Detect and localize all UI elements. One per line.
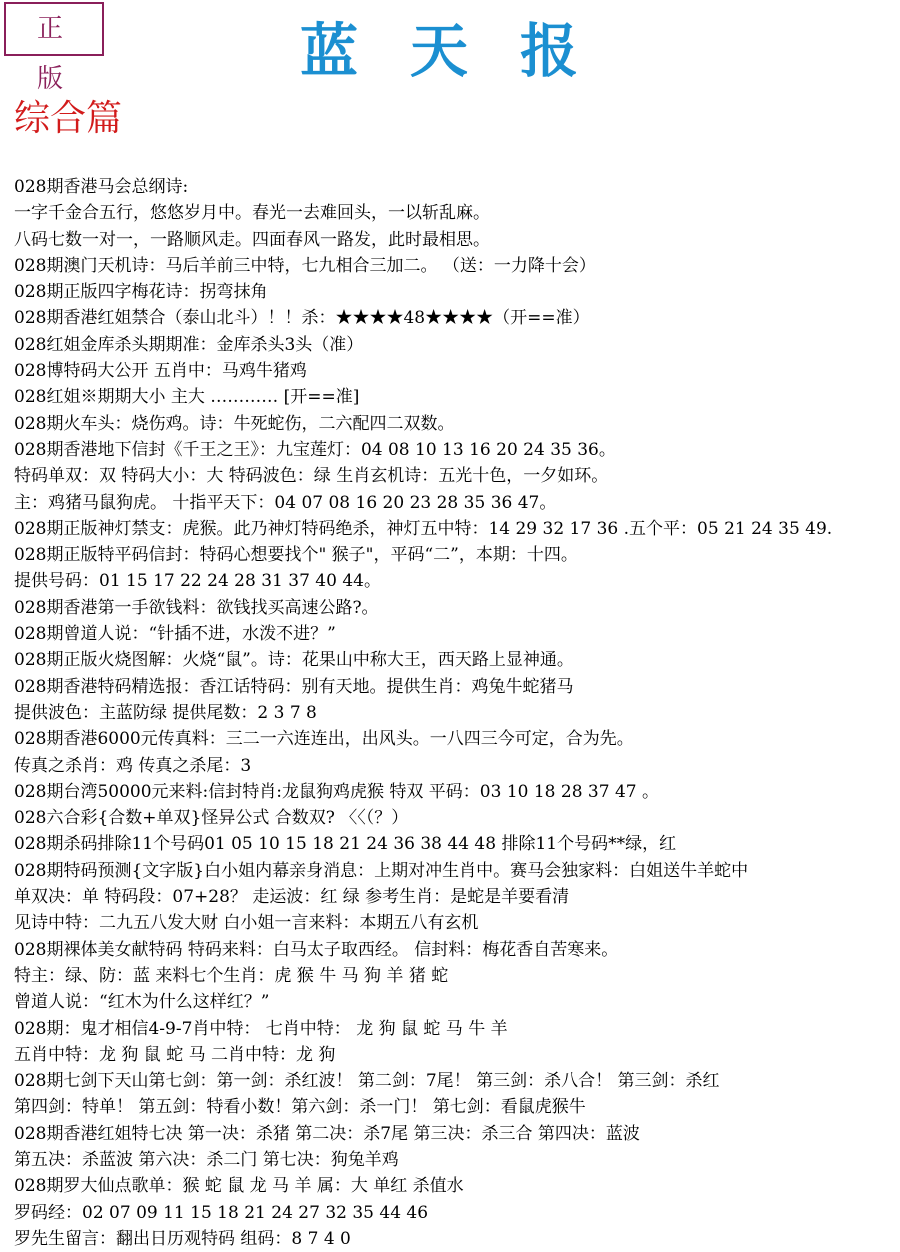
text-line: 第四剑：特单！ 第五剑：特看小数！第六剑：杀一门！ 第七剑：看鼠虎猴牛	[14, 1097, 586, 1118]
text-line: 028期香港红姐禁合（泰山北斗）！！杀：★★★★48★★★★（开==准）	[14, 308, 590, 329]
text-line: 028期正版四字梅花诗：拐弯抹角	[14, 282, 268, 303]
text-line: 028红姐※期期大小 主大 ………… [开==准]	[14, 387, 360, 408]
text-line: 028期香港马会总纲诗:	[14, 177, 189, 197]
text-line: 提供号码：01 15 17 22 24 28 31 37 40 44。	[14, 571, 381, 592]
text-line: 028六合彩{合数+单双}怪异公式 合数双? 〈〈（？）	[14, 808, 409, 829]
text-line: 第五决：杀蓝波 第六决：杀二门 第七决：狗兔羊鸡	[14, 1149, 399, 1170]
edition-badge: 正 版	[4, 2, 104, 56]
text-line: 028博特码大公开 五肖中：马鸡牛猪鸡	[14, 361, 307, 382]
text-line: 028期裸体美女献特码 特码来料：白马太子取西经。 信封料：梅花香自苦寒来。	[14, 939, 619, 960]
text-line: 028期罗大仙点歌单：猴 蛇 鼠 龙 马 羊 属：大 单红 杀值水	[14, 1176, 464, 1197]
text-line: 八码七数一对一，一路顺风走。四面春风一路发，此时最相思。	[14, 229, 490, 250]
text-line: 见诗中特：二九五八发大财 白小姐一言来料：本期五八有玄机	[14, 913, 479, 934]
text-line: 提供波色：主蓝防绿 提供尾数：2 3 7 8	[14, 702, 317, 723]
text-line: 028期香港特码精选报：香江话特码：别有天地。提供生肖：鸡兔牛蛇猪马	[14, 676, 574, 697]
newspaper-title: 蓝天报	[300, 17, 631, 85]
section-heading: 综合篇	[14, 98, 123, 139]
text-line: 单双决：单 特码段：07+28？ 走运波：红 绿 参考生肖：是蛇是羊要看清	[14, 887, 570, 908]
text-line: 028期正版特平码信封：特码心想要找个" 猴子"，平码“二”，本期：十四。	[14, 545, 578, 566]
text-line: 028期香港第一手欲钱料：欲钱找买高速公路?。	[14, 597, 379, 618]
text-line: 028期香港6000元传真料：三二一六连连出，出风头。一八四三今可定，合为先。	[14, 729, 634, 750]
text-line: 一字千金合五行，悠悠岁月中。春光一去难回头，一以斩乱麻。	[14, 203, 490, 224]
text-line: 028期火车头：烧伤鸡。诗：牛死蛇伤，二六配四二双数。	[14, 413, 455, 434]
text-line: 028期特码预测{文字版}白小姐内幕亲身消息：上期对冲生肖中。赛马会独家料：白姐送牛羊蛇中	[14, 860, 749, 881]
text-line: 028期曾道人说：“针插不进，水泼不进？”	[14, 624, 336, 645]
text-line: 028红姐金库杀头期期准：金库杀头3头（准）	[14, 334, 364, 355]
text-line: 五肖中特：龙 狗 鼠 蛇 马 二肖中特：龙 狗	[14, 1044, 336, 1065]
text-line: 028期杀码排除11个号码01 05 10 15 18 21 24 36 38 44 48 排除11个号码**绿，红	[14, 834, 677, 855]
text-line: 罗先生留言：翻出日历观特码 组码：8 7 4 0	[14, 1228, 351, 1249]
text-line: 特码单双：双 特码大小：大 特码波色：绿 生肖玄机诗：五光十色，一夕如环。	[14, 466, 609, 487]
text-line: 罗码经：02 07 09 11 15 18 21 24 27 32 35 44 46	[14, 1202, 429, 1223]
text-line: 028期：鬼才相信4-9-7肖中特： 七肖中特： 龙 狗 鼠 蛇 马 牛 羊	[14, 1018, 508, 1039]
text-line: 传真之杀肖：鸡 传真之杀尾：3	[14, 755, 252, 776]
content-lines	[14, 174, 900, 1252]
text-line: 028期正版火烧图解：火烧“鼠”。诗：花果山中称大王，西天路上显神通。	[14, 650, 574, 671]
text-line: 特主：绿、防：蓝 来料七个生肖：虎 猴 牛 马 狗 羊 猪 蛇	[14, 965, 449, 986]
text-line: 028期正版神灯禁支：虎猴。此乃神灯特码绝杀，神灯五中特：14 29 32 17 36 .五个平：05 21 24 35 49.	[14, 518, 833, 539]
text-line: 主：鸡猪马鼠狗虎。 十指平天下：04 07 08 16 20 23 28 35 36 47。	[14, 492, 557, 513]
text-line: 028期香港地下信封《千王之王》：九宝莲灯：04 08 10 13 16 20 24 35 36。	[14, 439, 616, 460]
text-line: 028期澳门天机诗：马后羊前三中特，七九相合三加二。 （送：一力降十会）	[14, 255, 596, 276]
text-line: 028期台湾50000元来料:信封特肖:龙鼠狗鸡虎猴 特双 平码：03 10 18 28 37 47 。	[14, 781, 660, 802]
text-line: 028期香港红姐特七决 第一决：杀猪 第二决：杀7尾 第三决：杀三合 第四决：蓝波	[14, 1123, 640, 1144]
text-line: 曾道人说：“红木为什么这样红？”	[14, 992, 270, 1013]
text-line: 028期七剑下天山第七剑：第一剑：杀红波！ 第二剑：7尾！ 第三剑：杀八合！ 第三剑：杀红	[14, 1071, 720, 1092]
